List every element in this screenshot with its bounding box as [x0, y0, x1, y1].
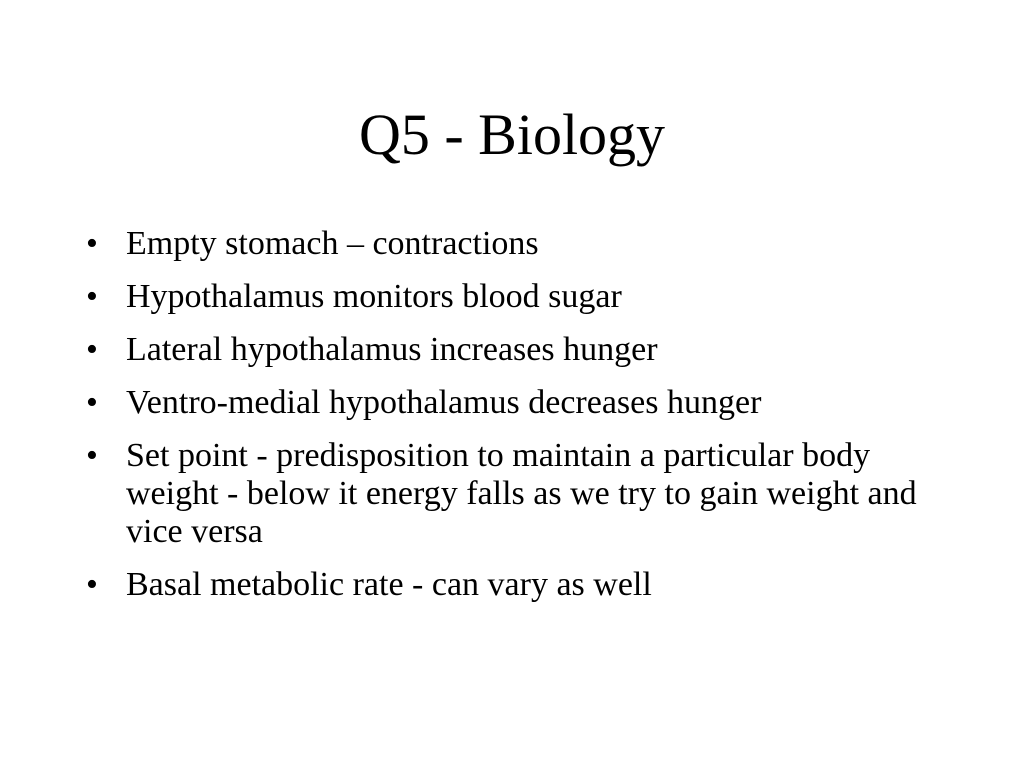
bullet-text: Ventro-medial hypothalamus decreases hunger	[126, 384, 762, 421]
bullet-text: Basal metabolic rate - can vary as well	[126, 566, 652, 603]
bullet-item	[86, 384, 946, 422]
bullet-icon: •	[86, 225, 98, 262]
bullet-icon: •	[86, 437, 98, 474]
bullet-list	[86, 225, 946, 619]
bullet-text: Lateral hypothalamus increases hunger	[126, 331, 658, 368]
bullet-icon: •	[86, 331, 98, 368]
bullet-icon: •	[86, 566, 98, 603]
bullet-item	[86, 225, 946, 263]
bullet-icon: •	[86, 278, 98, 315]
bullet-text: Set point - predisposition to maintain a particular body weight - below it energy falls as we try to gain weight and vice versa	[126, 437, 917, 550]
bullet-text: Hypothalamus monitors blood sugar	[126, 278, 622, 315]
bullet-item	[86, 278, 946, 316]
bullet-icon: •	[86, 384, 98, 421]
bullet-item	[86, 437, 946, 551]
bullet-item	[86, 331, 946, 369]
slide-title: Q5 - Biology	[358, 102, 666, 167]
bullet-item	[86, 566, 946, 604]
bullet-text: Empty stomach – contractions	[126, 225, 539, 262]
